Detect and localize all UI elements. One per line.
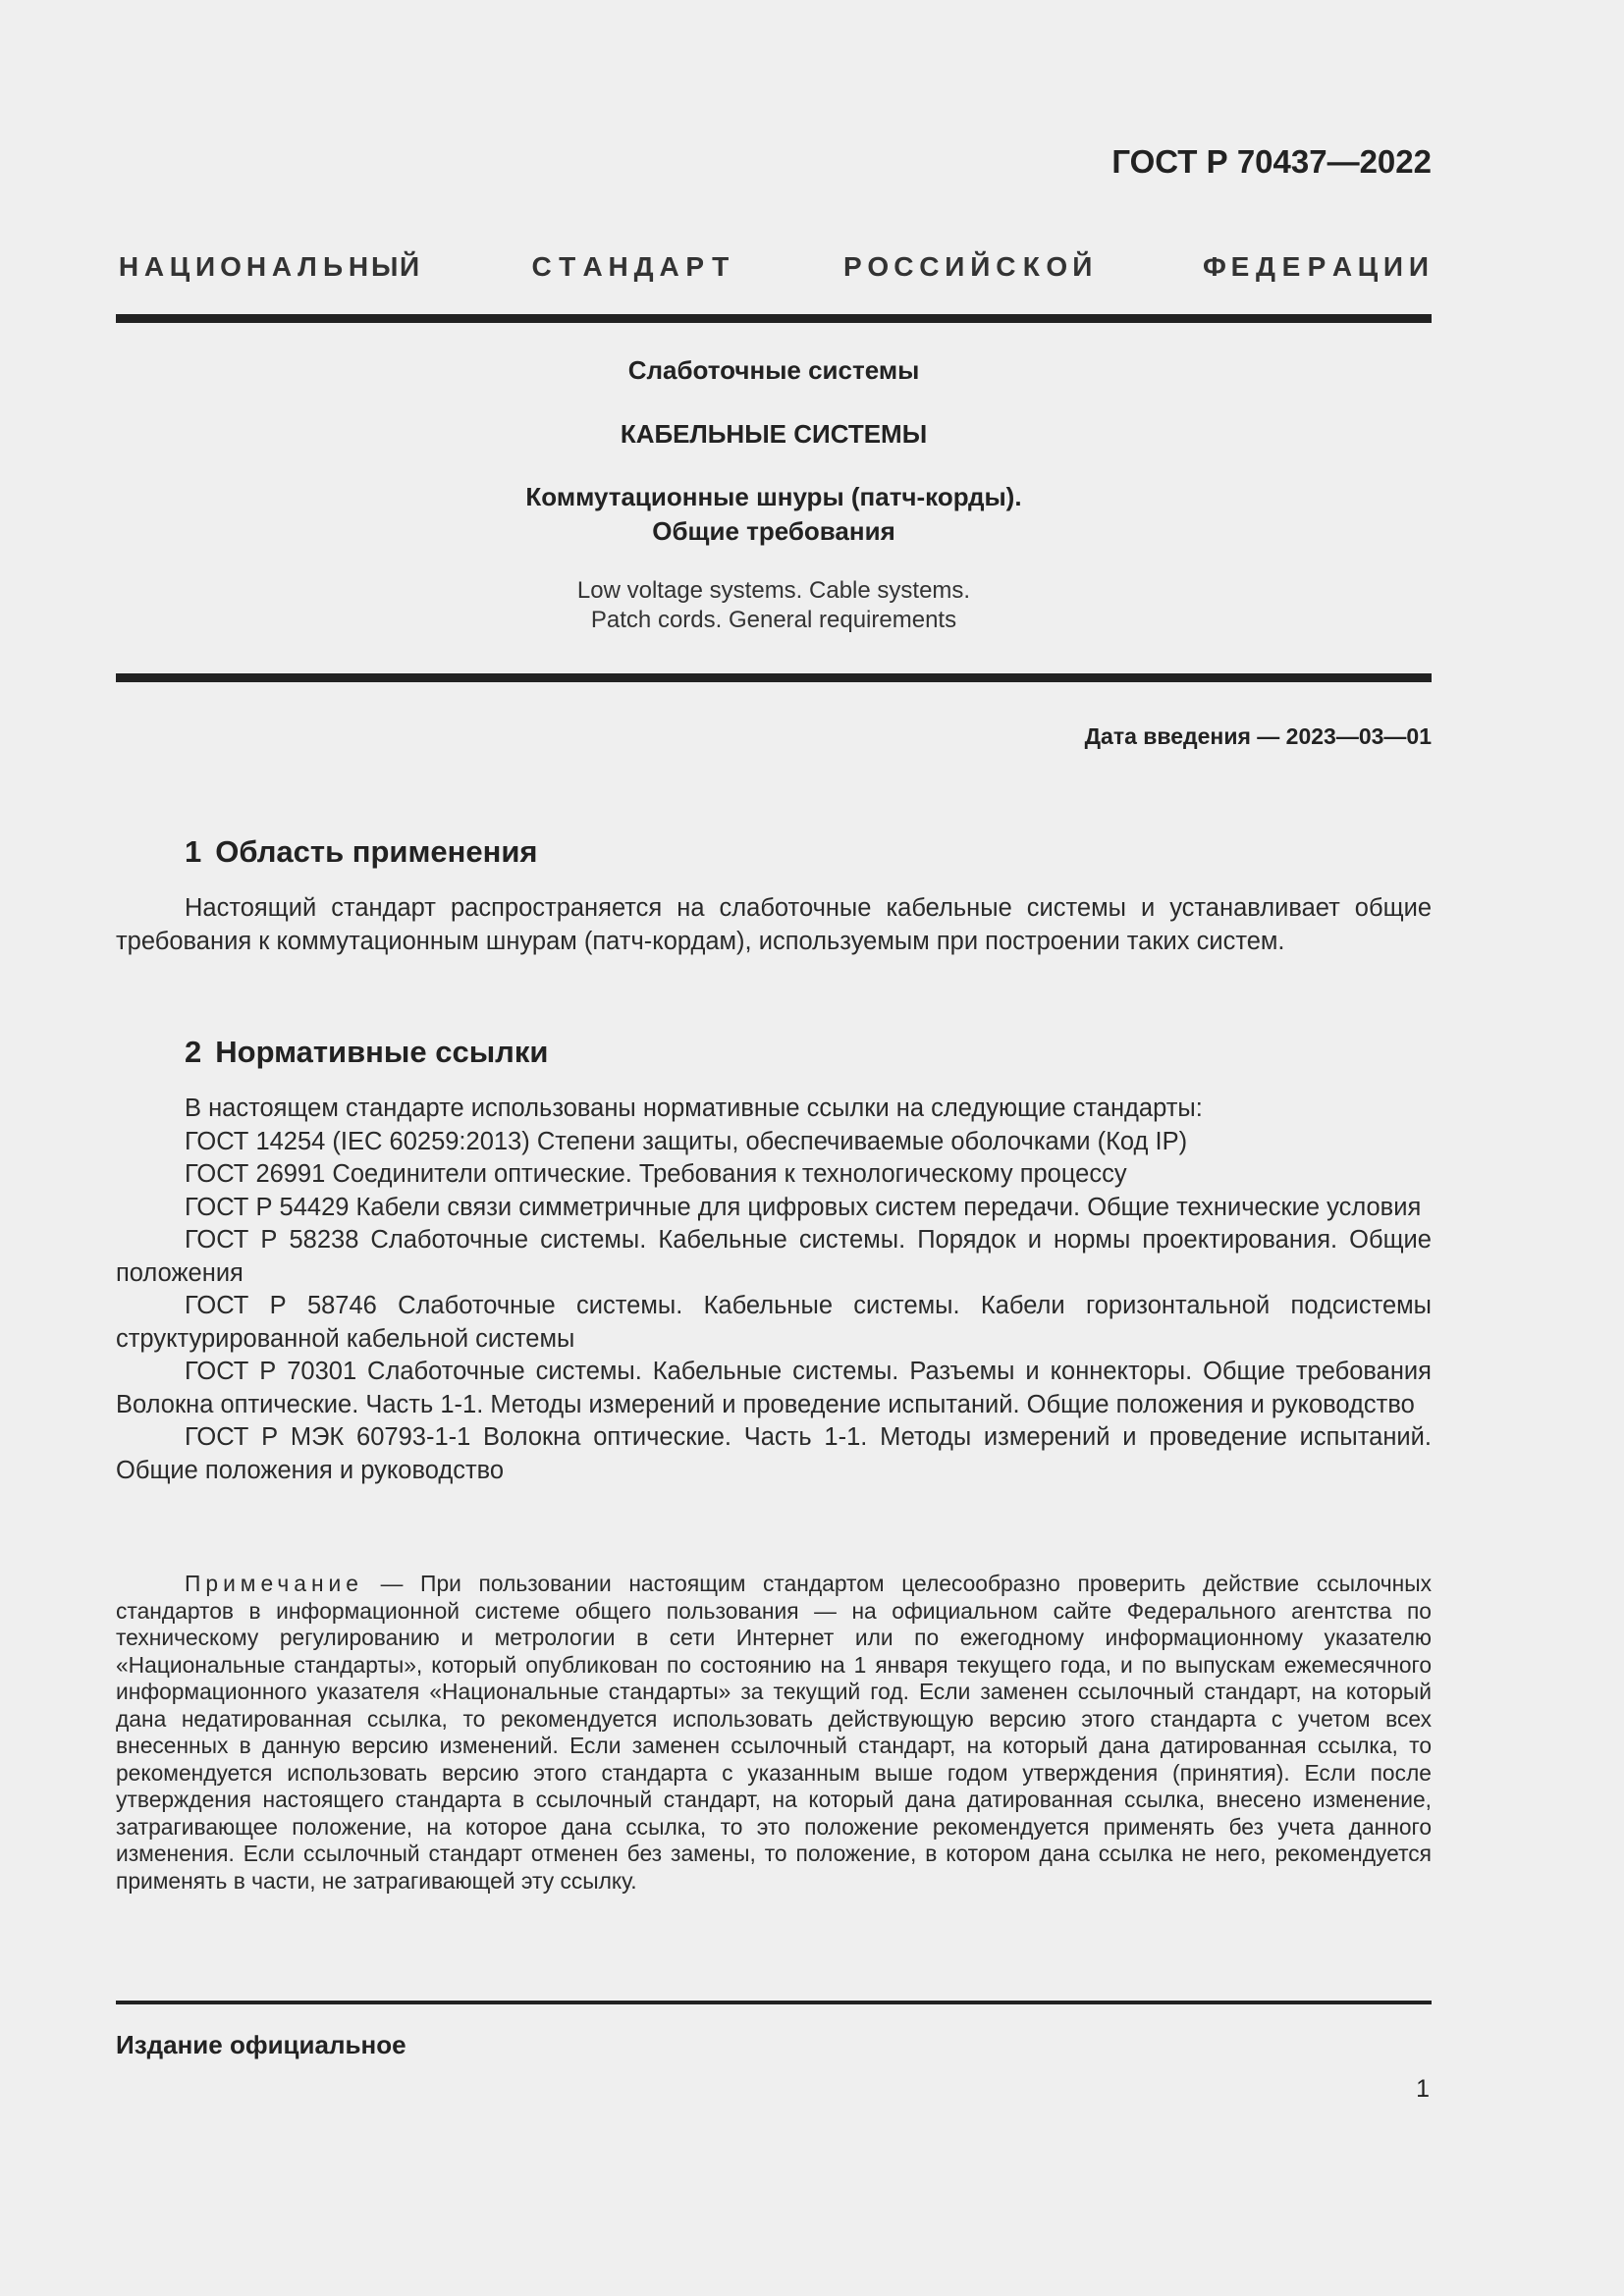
title-main — [116, 480, 1432, 549]
top-rule — [116, 314, 1432, 323]
reference-item: ГОСТ Р МЭК 60793-1-1 Волокна оптические. Часть 1-1. Методы измерений и проведение испытаний. Общие положения и руководство — [116, 1423, 1432, 1484]
section-1-text: Настоящий стандарт распространяется на слаботочные кабельные системы и устанавливает общие требования к коммутационным шнурам (патч-кордам), используемым при построении таких систем. — [116, 894, 1432, 955]
section-1-number: 1 — [185, 834, 202, 869]
reference-item: ГОСТ Р 70301 Слаботочные системы. Кабельные системы. Разъемы и коннекторы. Общие требования Волокна оптические. Часть 1-1. Методы измерений и проведение испытаний. Общие положения и руководство — [116, 1358, 1432, 1418]
title-english-line-2: Patch cords. General requirements — [590, 607, 957, 633]
title-main-line-2: Общие требования — [652, 516, 895, 546]
page-number: 1 — [1416, 2075, 1430, 2103]
section-2-title: Нормативные ссылки — [215, 1035, 549, 1069]
reference-item: ГОСТ Р 54429 Кабели связи симметричные для цифровых систем передачи. Общие технические условия — [185, 1193, 1422, 1221]
section-1-title: Область применения — [215, 834, 538, 869]
title-subsystem: КАБЕЛЬНЫЕ СИСТЕМЫ — [620, 419, 928, 449]
note-text: — При пользовании настоящим стандартом целесообразно проверить действие ссылочных стандартов в информационной системе общего пользования — на официальном сайте Федерального агентства по техническому регулированию и метрологии в сети Интернет или по ежегодному информационному указателю «Национальные стандарты», который опубликован по состоянию на 1 января текущего года, и по выпускам ежемесячного информационного указателя «Национальные стандарты» за текущий год. Если заменен ссылочный стандарт, на который дана недатированная ссылка, то рекомендуется использовать действующую версию этого стандарта с учетом всех внесенных в данную версию изменений. Если заменен ссылочный стандарт, на который дана датированная ссылка, то рекомендуется использовать версию этого стандарта с указанным выше годом утверждения (принятия). Если после утверждения настоящего стандарта в ссылочный стандарт, на который дана датированная ссылка, внесено изменение, затрагивающее положение, на которое дана ссылка, то это положение рекомендуется применять без учета данного изменения. Если ссылочный стандарт отменен без замены, то положение, в котором дана ссылка не него, рекомендуется применять в части, не затрагивающей эту ссылку. — [116, 1571, 1432, 1894]
reference-item: ГОСТ Р 58238 Слаботочные системы. Кабельные системы. Порядок и нормы проектирования. Общие положения — [116, 1226, 1432, 1287]
banner-word-2: С Т А Н Д А Р Т — [531, 251, 730, 282]
section-1-heading — [185, 834, 538, 870]
title-main-line-1: Коммутационные шнуры (патч-корды). — [525, 482, 1022, 511]
reference-item: ГОСТ 26991 Соединители оптические. Требования к технологическому процессу — [185, 1160, 1127, 1188]
section-1-body — [116, 892, 1432, 958]
section-2-number: 2 — [185, 1035, 202, 1069]
standard-designation: ГОСТ Р 70437—2022 — [1111, 143, 1432, 180]
banner-word-4: Ф Е Д Е Р А Ц И И — [1203, 251, 1430, 282]
title-english — [116, 576, 1432, 635]
section-2-heading — [185, 1035, 548, 1070]
note-block — [116, 1571, 1432, 1895]
reference-item: ГОСТ 14254 (IEC 60259:2013) Степени защиты, обеспечиваемые оболочками (Код IP) — [185, 1127, 1188, 1155]
title-system: Слаботочные системы — [627, 355, 920, 385]
intro-date: Дата введения — 2023—03—01 — [1084, 723, 1432, 749]
reference-item: ГОСТ Р 58746 Слаботочные системы. Кабельные системы. Кабели горизонтальной подсистемы структурированной кабельной системы — [116, 1292, 1432, 1353]
section-2-body — [116, 1093, 1432, 1487]
footer-rule — [116, 2001, 1432, 2004]
banner-word-3: Р О С С И Й С К О Й — [842, 251, 1093, 282]
note-paragraph — [116, 1571, 1432, 1895]
title-english-line-1: Low voltage systems. Cable systems. — [576, 577, 971, 604]
title-bottom-rule — [116, 673, 1432, 682]
national-standard-banner — [116, 251, 1432, 283]
banner-word-1: Н А Ц И О Н А Л Ь Н Ы Й — [118, 251, 420, 282]
official-edition: Издание официальное — [116, 2030, 406, 2059]
note-label: Примечание — [185, 1571, 363, 1596]
section-2-intro: В настоящем стандарте использованы нормативные ссылки на следующие стандарты: — [185, 1095, 1203, 1122]
